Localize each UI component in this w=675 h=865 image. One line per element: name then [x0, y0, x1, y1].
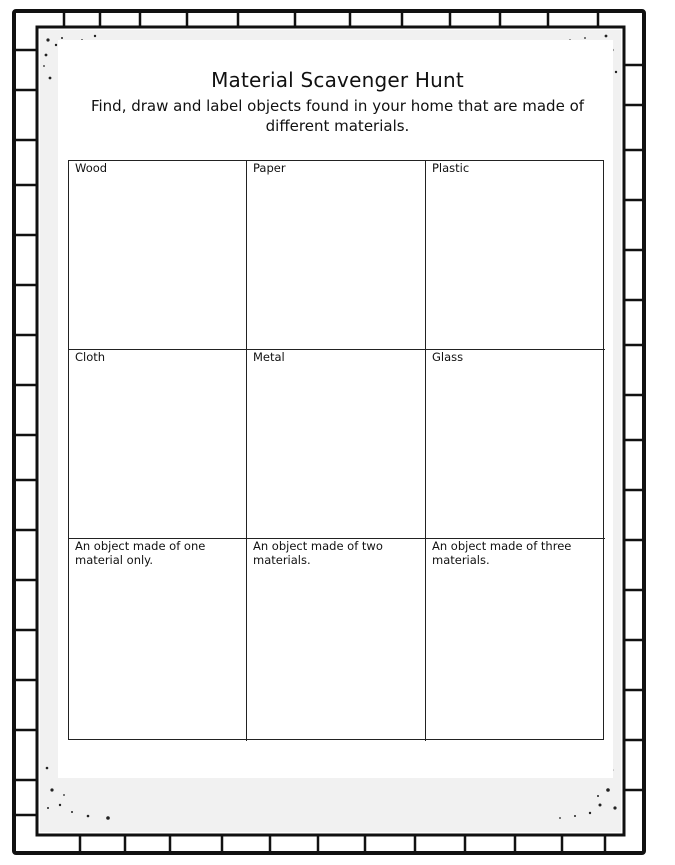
- worksheet-instructions: Find, draw and label objects found in your home that are made of different materials.: [90, 97, 585, 135]
- cell-label: An object made of one material only.: [75, 539, 206, 567]
- cell-wood: [69, 161, 247, 350]
- cell-glass: [426, 350, 605, 539]
- cell-label: Glass: [432, 350, 464, 364]
- cell-label: An object made of three materials.: [432, 539, 572, 567]
- cell-label: Cloth: [75, 350, 106, 364]
- cell-label: An object made of two materials.: [253, 539, 383, 567]
- cell-label: Metal: [253, 350, 285, 364]
- cell-metal: [247, 350, 426, 539]
- cell-one-material: [69, 539, 247, 741]
- cell-three-materials: [426, 539, 605, 741]
- cell-plastic: [426, 161, 605, 350]
- worksheet-title: Material Scavenger Hunt: [211, 68, 464, 92]
- cell-cloth: [69, 350, 247, 539]
- cell-paper: [247, 161, 426, 350]
- cell-label: Paper: [253, 161, 286, 175]
- cell-label: Wood: [75, 161, 108, 175]
- cell-label: Plastic: [432, 161, 470, 175]
- cell-two-materials: [247, 539, 426, 741]
- materials-grid: [68, 160, 604, 740]
